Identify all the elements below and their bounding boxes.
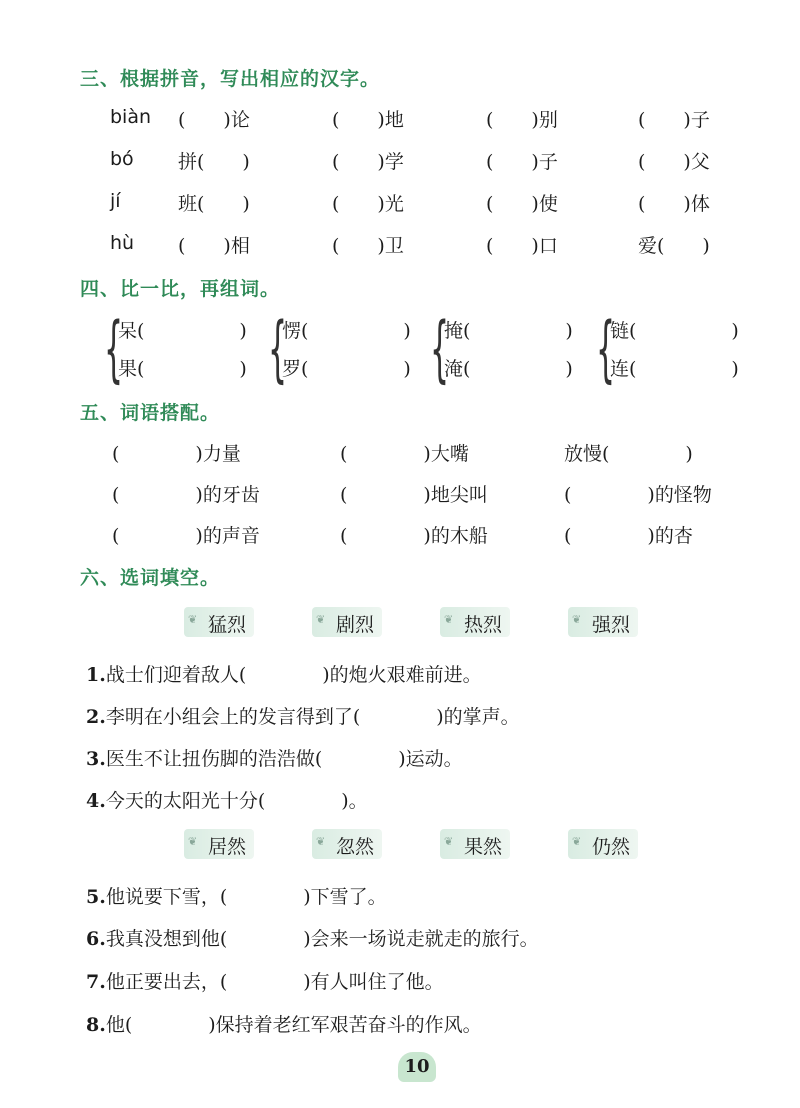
sentence-text[interactable]: 他说要下雪，( )下雪了。 — [105, 886, 387, 908]
sentence: 4.今天的太阳光十分( )。 — [86, 790, 368, 812]
word-chip[interactable]: ❦ 果然 — [440, 829, 510, 859]
compare-bottom[interactable]: 连( ) — [610, 358, 739, 380]
match-item[interactable]: ( )力量 — [112, 443, 241, 465]
page-number-badge — [398, 1052, 436, 1082]
sentence: 5.他说要下雪，( )下雪了。 — [86, 886, 387, 908]
sentence-text[interactable]: 今天的太阳光十分( )。 — [105, 790, 368, 812]
pinyin: jí — [110, 190, 121, 212]
fill-item[interactable]: 拼( ) — [178, 151, 250, 173]
brace-icon: { — [104, 308, 124, 393]
sentence: 3.医生不让扭伤脚的浩浩做( )运动。 — [86, 748, 463, 770]
section6-title: 六、选词填空。 — [80, 567, 221, 589]
compare-top[interactable]: 愣( ) — [282, 320, 411, 342]
sentence: 7.他正要出去，( )有人叫住了他。 — [86, 971, 444, 993]
match-item[interactable]: ( )的怪物 — [564, 484, 712, 506]
match-item[interactable]: 放慢( ) — [564, 443, 693, 465]
match-item[interactable]: ( )大嘴 — [340, 443, 469, 465]
match-item[interactable]: ( )的声音 — [112, 525, 260, 547]
sentence: 6.我真没想到他( )会来一场说走就走的旅行。 — [86, 928, 539, 950]
sentence-text[interactable]: 他( )保持着老红军艰苦奋斗的作风。 — [105, 1014, 482, 1036]
compare-bottom[interactable]: 罗( ) — [282, 358, 411, 380]
fill-item[interactable]: ( )相 — [178, 235, 250, 257]
sentence: 8.他( )保持着老红军艰苦奋斗的作风。 — [86, 1014, 482, 1036]
fill-item[interactable]: ( )父 — [638, 151, 710, 173]
fill-item[interactable]: ( )学 — [332, 151, 404, 173]
sentence-text[interactable]: 医生不让扭伤脚的浩浩做( )运动。 — [105, 748, 463, 770]
word-chip[interactable]: ❦ 居然 — [184, 829, 254, 859]
swirl-icon: ❦ — [444, 835, 454, 848]
compare-top[interactable]: 掩( ) — [444, 320, 573, 342]
fill-item[interactable]: ( )体 — [638, 193, 710, 215]
swirl-icon: ❦ — [316, 835, 326, 848]
section5-title: 五、词语搭配。 — [80, 402, 221, 424]
fill-item[interactable]: 班( ) — [178, 193, 250, 215]
compare-top[interactable]: 呆( ) — [118, 320, 247, 342]
swirl-icon: ❦ — [188, 835, 198, 848]
compare-top[interactable]: 链( ) — [610, 320, 739, 342]
page-number: 10 — [404, 1056, 430, 1077]
fill-item[interactable]: ( )卫 — [332, 235, 404, 257]
word-chip[interactable]: ❦ 热烈 — [440, 607, 510, 637]
word-chip[interactable]: ❦ 猛烈 — [184, 607, 254, 637]
match-item[interactable]: ( )地尖叫 — [340, 484, 488, 506]
compare-bottom[interactable]: 淹( ) — [444, 358, 573, 380]
pinyin: bó — [110, 148, 134, 170]
swirl-icon: ❦ — [572, 613, 582, 626]
swirl-icon: ❦ — [444, 613, 454, 626]
sentence-text[interactable]: 我真没想到他( )会来一场说走就走的旅行。 — [105, 928, 539, 950]
fill-item[interactable]: ( )子 — [638, 109, 710, 131]
fill-item[interactable]: ( )地 — [332, 109, 404, 131]
match-item[interactable]: ( )的牙齿 — [112, 484, 260, 506]
brace-icon: { — [268, 308, 288, 393]
word-chip[interactable]: ❦ 强烈 — [568, 607, 638, 637]
fill-item[interactable]: ( )口 — [486, 235, 558, 257]
swirl-icon: ❦ — [188, 613, 198, 626]
word-chip[interactable]: ❦ 仍然 — [568, 829, 638, 859]
fill-item[interactable]: 爱( ) — [638, 235, 710, 257]
word-chip[interactable]: ❦ 剧烈 — [312, 607, 382, 637]
match-item[interactable]: ( )的木船 — [340, 525, 488, 547]
sentence-text[interactable]: 他正要出去，( )有人叫住了他。 — [105, 971, 444, 993]
swirl-icon: ❦ — [316, 613, 326, 626]
sentence: 1.战士们迎着敌人( )的炮火艰难前进。 — [86, 664, 482, 686]
pinyin: hù — [110, 232, 135, 254]
sentence: 2.李明在小组会上的发言得到了( )的掌声。 — [86, 706, 520, 728]
fill-item[interactable]: ( )别 — [486, 109, 558, 131]
brace-icon: { — [596, 308, 616, 393]
fill-item[interactable]: ( )子 — [486, 151, 558, 173]
word-chip[interactable]: ❦ 忽然 — [312, 829, 382, 859]
fill-item[interactable]: ( )使 — [486, 193, 558, 215]
match-item[interactable]: ( )的杏 — [564, 525, 693, 547]
section3-title: 三、根据拼音，写出相应的汉字。 — [80, 68, 381, 90]
pinyin: biàn — [110, 106, 152, 128]
sentence-text[interactable]: 战士们迎着敌人( )的炮火艰难前进。 — [105, 664, 482, 686]
brace-icon: { — [430, 308, 450, 393]
section4-title: 四、比一比，再组词。 — [80, 278, 281, 300]
compare-bottom[interactable]: 果( ) — [118, 358, 247, 380]
swirl-icon: ❦ — [572, 835, 582, 848]
fill-item[interactable]: ( )光 — [332, 193, 404, 215]
sentence-text[interactable]: 李明在小组会上的发言得到了( )的掌声。 — [105, 706, 520, 728]
fill-item[interactable]: ( )论 — [178, 109, 250, 131]
